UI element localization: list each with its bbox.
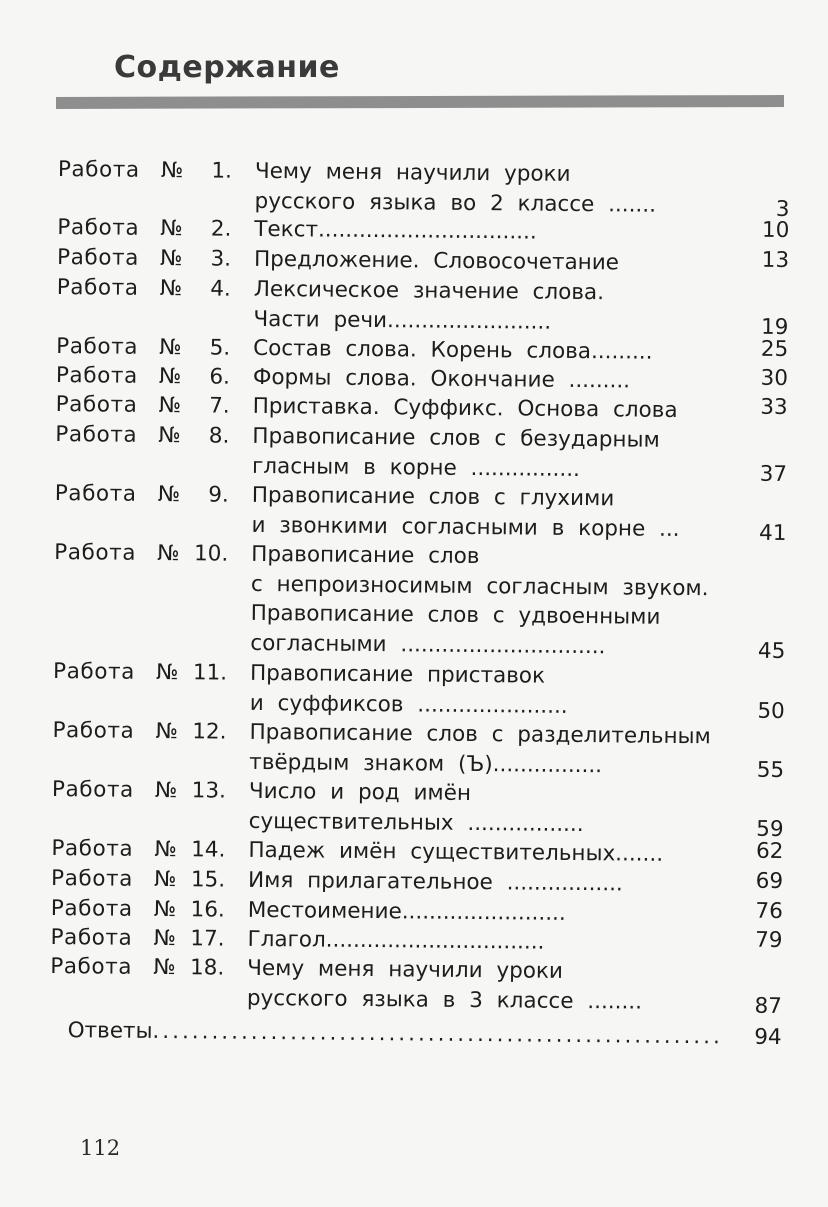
entry-title-line: Правописание слов xyxy=(251,541,480,570)
number-sign: № xyxy=(154,836,177,863)
entry-label-word: Работа xyxy=(55,362,138,389)
entry-page-number: 25 xyxy=(760,336,789,362)
number-sign: № xyxy=(153,896,177,923)
entry-page-number: 3 xyxy=(775,196,790,222)
entry-title-line: с непроизносимым согласным звуком. xyxy=(250,571,709,601)
entry-page-number: 19 xyxy=(760,314,789,340)
entry-title-line: русского языка в 3 классе ........ xyxy=(246,985,643,1015)
entry-label-word: Работа xyxy=(57,156,140,183)
entry-label-word: Работа xyxy=(50,865,134,892)
entry-number: 9. xyxy=(208,482,229,508)
entry-title-line: Части речи........................ xyxy=(253,306,552,335)
entry-title-line: Падеж имён существительных....... xyxy=(248,837,664,867)
entry-title-line: Правописание слов с безударным xyxy=(252,423,660,453)
entry-number: 6. xyxy=(209,364,231,390)
entry-page-number: 55 xyxy=(756,757,785,783)
entry-title-line: существительных ................. xyxy=(248,808,584,837)
entry-title-line: Глагол................................ xyxy=(247,926,545,955)
entry-number: 7. xyxy=(209,393,230,419)
entry-title-line: Формы слова. Окончание ......... xyxy=(252,364,631,394)
number-sign: № xyxy=(157,481,181,508)
entry-page-number: 41 xyxy=(758,520,787,546)
entry-label-word: Работа xyxy=(55,391,138,418)
toc-entry xyxy=(0,154,828,222)
entry-label-word: Работа xyxy=(50,895,133,922)
entry-number: 16. xyxy=(190,897,225,923)
entry-label-word: Работа xyxy=(56,274,139,301)
number-sign: № xyxy=(158,363,182,390)
answers-page-number: 94 xyxy=(754,1024,782,1050)
entry-title-line: твёрдым знаком (Ъ)................ xyxy=(249,749,603,778)
entry-label-word: Работа xyxy=(50,953,133,980)
entry-page-number: 33 xyxy=(760,394,788,420)
entry-label-word: Работа xyxy=(52,658,136,685)
entry-title-line: Правописание приставок xyxy=(249,660,546,689)
answers-leader-dots: .......................................................... xyxy=(152,1018,723,1050)
entry-title-line: Лексическое значение слова. xyxy=(253,276,605,306)
entry-page-number: 69 xyxy=(755,868,784,894)
number-sign: № xyxy=(153,866,177,893)
entry-page-number: 50 xyxy=(757,698,785,724)
entry-number: 4. xyxy=(210,276,231,302)
entry-title-line: Правописание слов с разделительным xyxy=(249,719,711,750)
number-sign: № xyxy=(160,157,184,184)
entry-label-word: Работа xyxy=(56,244,140,271)
entry-page-number: 45 xyxy=(757,638,786,664)
entry-number: 12. xyxy=(192,719,227,745)
entry-label-word: Работа xyxy=(54,539,137,566)
entry-page-number: 10 xyxy=(761,217,790,244)
entry-title-line: Чему меня научили уроки xyxy=(254,158,571,187)
entry-label-word: Работа xyxy=(51,776,134,803)
entry-title-line: Приставка. Суффикс. Основа слова xyxy=(252,393,678,423)
number-sign: № xyxy=(153,954,176,981)
entry-label-word: Работа xyxy=(50,924,133,951)
entry-number: 8. xyxy=(208,423,230,449)
entry-label-word: Работа xyxy=(56,333,139,360)
number-sign: № xyxy=(159,334,182,361)
page-title: Содержание xyxy=(114,50,340,85)
entry-page-number: 59 xyxy=(756,816,784,842)
book-page-number: 112 xyxy=(80,1136,121,1160)
entry-page-number: 62 xyxy=(755,838,784,864)
entry-title-line: Местоимение........................ xyxy=(247,897,566,926)
entry-number: 2. xyxy=(210,216,232,242)
number-sign: № xyxy=(160,215,183,242)
entry-title-line: Имя прилагательное ................. xyxy=(247,867,623,897)
entry-title-line: Правописание слов с удвоенными xyxy=(250,600,661,630)
entry-number: 10. xyxy=(193,541,229,567)
entry-title-line: Предложение. Словосочетание xyxy=(253,246,620,276)
entry-title-line: Число и род имён xyxy=(248,778,472,806)
entry-page-number: 87 xyxy=(754,993,783,1019)
entry-number: 14. xyxy=(191,837,226,863)
number-sign: № xyxy=(155,718,179,745)
entry-label-word: Работа xyxy=(55,421,138,448)
entry-page-number: 30 xyxy=(760,365,789,391)
entry-label-word: Работа xyxy=(52,717,135,744)
entry-number: 5. xyxy=(209,335,231,361)
entry-title-line: Правописание слов с глухими xyxy=(251,482,615,512)
entry-number: 15. xyxy=(190,867,226,893)
entry-number: 11. xyxy=(192,660,228,686)
entry-title-line: Чему меня научили уроки xyxy=(247,955,564,984)
number-sign: № xyxy=(158,392,182,419)
number-sign: № xyxy=(157,540,180,567)
entry-page-number: 37 xyxy=(759,461,788,487)
entry-title-line: гласным в корне ................ xyxy=(251,453,581,482)
entry-title-line: и суффиксов ...................... xyxy=(249,690,568,719)
entry-title-line: и звонкими согласными в корне ... xyxy=(251,512,680,542)
entry-number: 3. xyxy=(210,246,232,272)
entry-title-line: Текст................................ xyxy=(254,216,537,245)
number-sign: № xyxy=(154,777,178,804)
number-sign: № xyxy=(159,245,183,272)
entry-label-word: Работа xyxy=(54,480,137,507)
entry-number: 17. xyxy=(190,926,225,952)
number-sign: № xyxy=(153,925,177,952)
number-sign: № xyxy=(159,275,183,302)
entry-title-line: русского языка во 2 классе ....... xyxy=(254,188,657,218)
entry-page-number: 76 xyxy=(755,898,783,924)
entry-number: 13. xyxy=(191,778,227,804)
entry-label-word: Работа xyxy=(57,214,140,241)
number-sign: № xyxy=(158,422,181,449)
number-sign: № xyxy=(155,659,179,686)
entry-number: 1. xyxy=(211,158,233,184)
entry-number: 18. xyxy=(189,955,225,981)
entry-title-line: согласными .............................. xyxy=(250,630,606,659)
entry-page-number: 79 xyxy=(755,927,783,953)
entry-title-line: Состав слова. Корень слова......... xyxy=(253,335,653,365)
answers-label: Ответы xyxy=(67,1018,153,1044)
entry-label-word: Работа xyxy=(51,835,134,862)
entry-page-number: 13 xyxy=(761,247,790,274)
